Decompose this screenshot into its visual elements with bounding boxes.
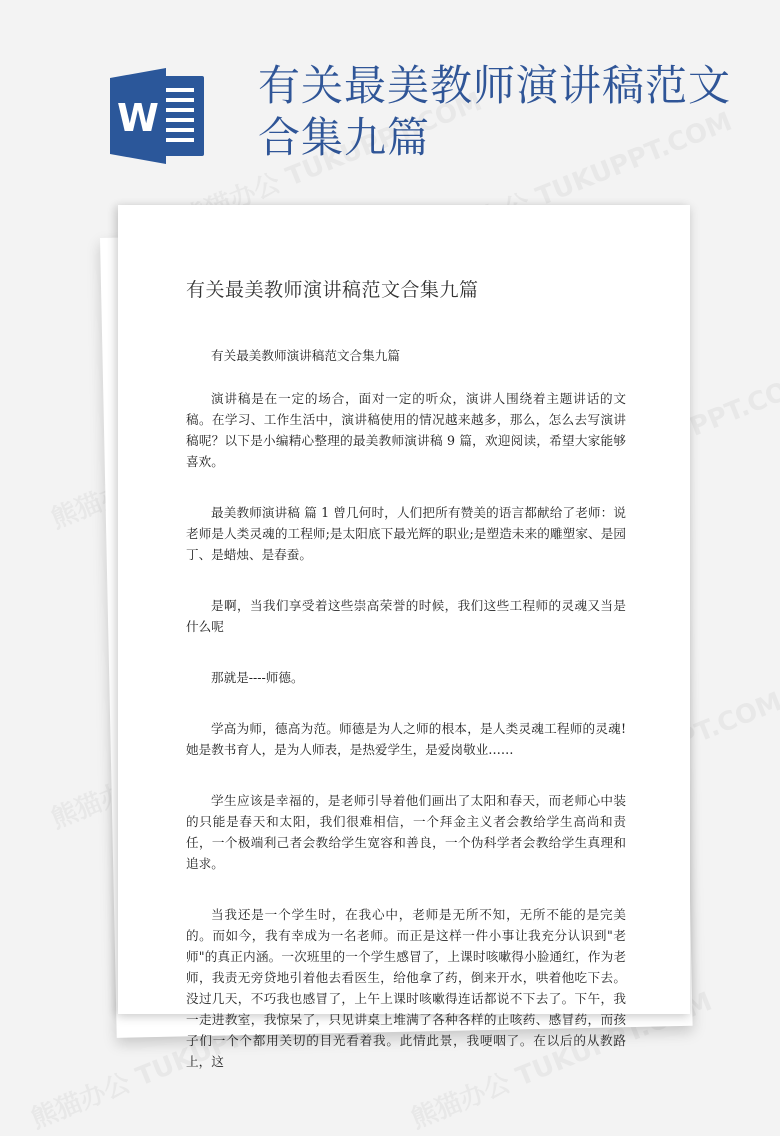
header xyxy=(0,0,780,200)
document-subtitle: 有关最美教师演讲稿范文合集九篇 xyxy=(211,348,400,363)
document-page xyxy=(118,205,690,1069)
document-body xyxy=(186,345,626,1102)
paragraph: 学高为师，德高为范。师德是为人之师的根本，是人类灵魂工程师的灵魂!她是教书育人，是为人师表，是热爱学生，是爱岗敬业…… xyxy=(186,721,626,757)
paragraph: 那就是----师德。 xyxy=(211,670,304,685)
paragraph: 是啊，当我们享受着这些崇高荣誉的时候，我们这些工程师的灵魂又当是什么呢 xyxy=(186,598,626,634)
paragraph: 当我还是一个学生时，在我心中，老师是无所不知，无所不能的是完美的。而如今，我有幸成为一名老师。而正是这样一件小事让我充分认识到"老师"的真正内涵。一次班里的一个学生感冒了，上课时咳嗽得小脸通红，作为老师，我责无旁贷地引着他去看医生，给他拿了药，倒来开水，哄着他吃下去。没过几天，不巧我也感冒了，上午上课时咳嗽得连话都说不下去了。下午，我一走进教室，我惊呆了，只见讲桌上堆满了各种各样的止咳药、感冒药，而孩子们一个个都用关切的目光看着我。此情此景，我哽咽了。在以后的从教路上，这 xyxy=(186,907,626,1069)
word-document-icon xyxy=(108,68,208,164)
paragraph: 演讲稿是在一定的场合，面对一定的听众，演讲人围绕着主题讲话的文稿。在学习、工作生活中，演讲稿使用的情况越来越多，那么，怎么去写演讲稿呢？以下是小编精心整理的最美教师演讲稿 9 篇，欢迎阅读，希望大家能够喜欢。 xyxy=(186,391,626,469)
paragraph: 最美教师演讲稿 篇 1 曾几何时，人们把所有赞美的语言都献给了老师：说老师是人类灵魂的工程师;是太阳底下最光辉的职业;是塑造未来的雕塑家、是园丁、是蜡烛、是春蚕。 xyxy=(186,505,626,562)
svg-text:W: W xyxy=(117,96,159,140)
document-title: 有关最美教师演讲稿范文合集九篇 xyxy=(186,279,479,301)
paragraph: 学生应该是幸福的，是老师引导着他们画出了太阳和春天，而老师心中装的只能是春天和太阳，我们很难相信，一个拜金主义者会教给学生高尚和责任，一个极端利己者会教给学生宽容和善良，一个伪科学者会教给学生真理和追求。 xyxy=(186,793,626,871)
page-title: 有关最美教师演讲稿范文合集九篇 xyxy=(258,61,732,162)
